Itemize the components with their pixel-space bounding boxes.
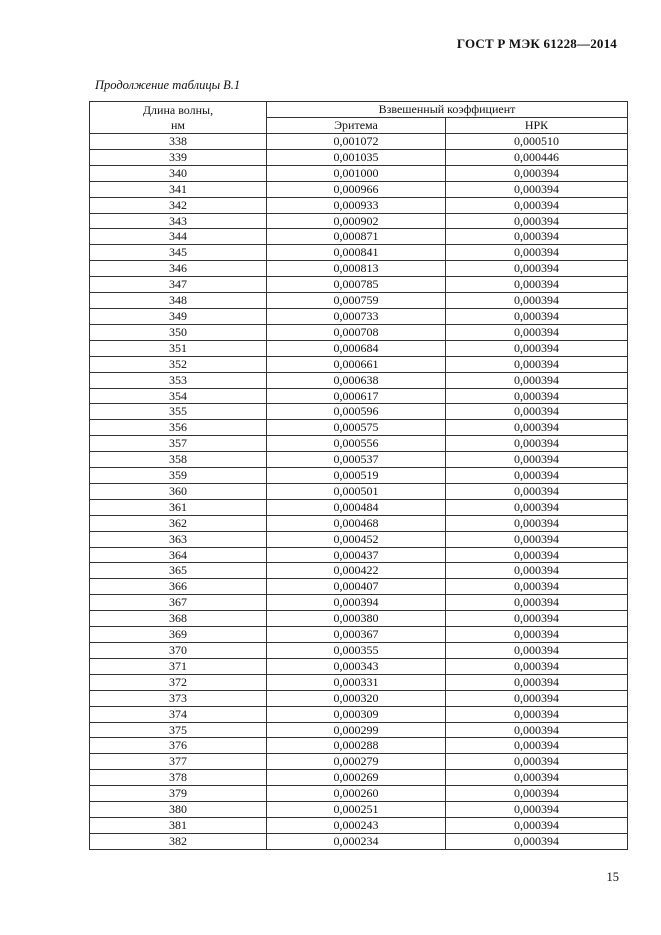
page-number: 15 bbox=[606, 870, 619, 884]
erythema-cell: 0,001000 bbox=[267, 165, 446, 181]
erythema-cell: 0,000243 bbox=[267, 817, 446, 833]
table-header bbox=[90, 102, 628, 134]
nrk-cell: 0,000394 bbox=[446, 658, 628, 674]
erythema-cell: 0,000452 bbox=[267, 531, 446, 547]
weighting-table-container bbox=[89, 101, 627, 850]
table-row bbox=[90, 627, 628, 643]
nrk-cell: 0,000394 bbox=[446, 786, 628, 802]
table-row bbox=[90, 293, 628, 309]
erythema-cell: 0,000484 bbox=[267, 499, 446, 515]
document-code: ГОСТ Р МЭК 61228—2014 bbox=[456, 36, 617, 51]
erythema-cell: 0,000841 bbox=[267, 245, 446, 261]
table-row bbox=[90, 738, 628, 754]
wavelength-cell: 352 bbox=[90, 356, 267, 372]
wavelength-cell: 349 bbox=[90, 308, 267, 324]
erythema-cell: 0,000638 bbox=[267, 372, 446, 388]
table-row bbox=[90, 786, 628, 802]
table-row bbox=[90, 388, 628, 404]
table-row bbox=[90, 420, 628, 436]
nrk-cell: 0,000394 bbox=[446, 817, 628, 833]
erythema-cell: 0,000785 bbox=[267, 277, 446, 293]
erythema-cell: 0,000251 bbox=[267, 802, 446, 818]
nrk-cell: 0,000394 bbox=[446, 245, 628, 261]
erythema-cell: 0,000380 bbox=[267, 611, 446, 627]
nrk-cell: 0,000394 bbox=[446, 197, 628, 213]
nrk-cell: 0,000510 bbox=[446, 134, 628, 150]
erythema-cell: 0,000519 bbox=[267, 468, 446, 484]
erythema-cell: 0,000708 bbox=[267, 324, 446, 340]
wavelength-cell: 355 bbox=[90, 404, 267, 420]
wavelength-cell: 365 bbox=[90, 563, 267, 579]
wavelength-cell: 380 bbox=[90, 802, 267, 818]
erythema-cell: 0,000501 bbox=[267, 483, 446, 499]
nrk-cell: 0,000446 bbox=[446, 149, 628, 165]
erythema-cell: 0,000871 bbox=[267, 229, 446, 245]
nrk-cell: 0,000394 bbox=[446, 452, 628, 468]
wavelength-cell: 358 bbox=[90, 452, 267, 468]
table-row bbox=[90, 595, 628, 611]
erythema-cell: 0,000575 bbox=[267, 420, 446, 436]
table-row bbox=[90, 245, 628, 261]
nrk-cell: 0,000394 bbox=[446, 579, 628, 595]
nrk-cell: 0,000394 bbox=[446, 261, 628, 277]
nrk-cell: 0,000394 bbox=[446, 499, 628, 515]
nrk-cell: 0,000394 bbox=[446, 754, 628, 770]
erythema-cell: 0,000299 bbox=[267, 722, 446, 738]
nrk-cell: 0,000394 bbox=[446, 531, 628, 547]
nrk-cell: 0,000394 bbox=[446, 802, 628, 818]
table-row bbox=[90, 531, 628, 547]
table-row bbox=[90, 658, 628, 674]
erythema-cell: 0,000468 bbox=[267, 515, 446, 531]
nrk-header: НРК bbox=[446, 118, 628, 134]
erythema-cell: 0,000288 bbox=[267, 738, 446, 754]
wavelength-cell: 346 bbox=[90, 261, 267, 277]
wavelength-cell: 342 bbox=[90, 197, 267, 213]
table-row bbox=[90, 643, 628, 659]
erythema-cell: 0,000933 bbox=[267, 197, 446, 213]
table-row bbox=[90, 706, 628, 722]
wavelength-cell: 340 bbox=[90, 165, 267, 181]
nrk-cell: 0,000394 bbox=[446, 627, 628, 643]
wavelength-cell: 348 bbox=[90, 293, 267, 309]
wavelength-cell: 381 bbox=[90, 817, 267, 833]
table-row bbox=[90, 674, 628, 690]
table-row bbox=[90, 340, 628, 356]
wavelength-cell: 373 bbox=[90, 690, 267, 706]
erythema-cell: 0,000684 bbox=[267, 340, 446, 356]
table-row bbox=[90, 754, 628, 770]
wavelength-cell: 368 bbox=[90, 611, 267, 627]
nrk-cell: 0,000394 bbox=[446, 308, 628, 324]
wavelength-cell: 341 bbox=[90, 181, 267, 197]
nrk-cell: 0,000394 bbox=[446, 643, 628, 659]
nrk-cell: 0,000394 bbox=[446, 690, 628, 706]
wavelength-cell: 379 bbox=[90, 786, 267, 802]
erythema-cell: 0,000966 bbox=[267, 181, 446, 197]
table-row bbox=[90, 324, 628, 340]
erythema-cell: 0,000759 bbox=[267, 293, 446, 309]
nrk-cell: 0,000394 bbox=[446, 738, 628, 754]
erythema-cell: 0,000260 bbox=[267, 786, 446, 802]
table-row bbox=[90, 690, 628, 706]
erythema-cell: 0,000596 bbox=[267, 404, 446, 420]
table-row bbox=[90, 452, 628, 468]
erythema-header: Эритема bbox=[267, 118, 446, 134]
nrk-cell: 0,000394 bbox=[446, 356, 628, 372]
nrk-cell: 0,000394 bbox=[446, 372, 628, 388]
nrk-cell: 0,000394 bbox=[446, 515, 628, 531]
erythema-cell: 0,000617 bbox=[267, 388, 446, 404]
wavelength-cell: 357 bbox=[90, 436, 267, 452]
wavelength-cell: 344 bbox=[90, 229, 267, 245]
nrk-cell: 0,000394 bbox=[446, 293, 628, 309]
table-caption: Продолжение таблицы В.1 bbox=[95, 78, 241, 92]
table-row bbox=[90, 547, 628, 563]
nrk-cell: 0,000394 bbox=[446, 611, 628, 627]
nrk-cell: 0,000394 bbox=[446, 468, 628, 484]
wavelength-cell: 370 bbox=[90, 643, 267, 659]
table-row bbox=[90, 483, 628, 499]
erythema-cell: 0,000367 bbox=[267, 627, 446, 643]
wavelength-cell: 382 bbox=[90, 833, 267, 849]
wavelength-cell: 353 bbox=[90, 372, 267, 388]
erythema-cell: 0,001035 bbox=[267, 149, 446, 165]
wavelength-cell: 376 bbox=[90, 738, 267, 754]
wavelength-cell: 374 bbox=[90, 706, 267, 722]
wavelength-cell: 360 bbox=[90, 483, 267, 499]
nrk-cell: 0,000394 bbox=[446, 229, 628, 245]
wavelength-cell: 375 bbox=[90, 722, 267, 738]
erythema-cell: 0,000309 bbox=[267, 706, 446, 722]
erythema-cell: 0,000813 bbox=[267, 261, 446, 277]
wavelength-cell: 362 bbox=[90, 515, 267, 531]
nrk-cell: 0,000394 bbox=[446, 277, 628, 293]
nrk-cell: 0,000394 bbox=[446, 181, 628, 197]
wavelength-cell: 366 bbox=[90, 579, 267, 595]
wavelength-cell: 354 bbox=[90, 388, 267, 404]
nrk-cell: 0,000394 bbox=[446, 595, 628, 611]
erythema-cell: 0,000422 bbox=[267, 563, 446, 579]
erythema-cell: 0,000661 bbox=[267, 356, 446, 372]
wavelength-cell: 351 bbox=[90, 340, 267, 356]
nrk-cell: 0,000394 bbox=[446, 340, 628, 356]
table-row bbox=[90, 436, 628, 452]
nrk-cell: 0,000394 bbox=[446, 420, 628, 436]
erythema-cell: 0,000902 bbox=[267, 213, 446, 229]
table-row bbox=[90, 611, 628, 627]
table-row bbox=[90, 722, 628, 738]
wavelength-cell: 347 bbox=[90, 277, 267, 293]
table-row bbox=[90, 499, 628, 515]
nrk-cell: 0,000394 bbox=[446, 563, 628, 579]
table-row bbox=[90, 372, 628, 388]
table-row bbox=[90, 563, 628, 579]
wavelength-cell: 345 bbox=[90, 245, 267, 261]
nrk-cell: 0,000394 bbox=[446, 706, 628, 722]
nrk-cell: 0,000394 bbox=[446, 833, 628, 849]
erythema-cell: 0,000407 bbox=[267, 579, 446, 595]
nrk-cell: 0,000394 bbox=[446, 483, 628, 499]
table-row bbox=[90, 515, 628, 531]
erythema-cell: 0,000537 bbox=[267, 452, 446, 468]
erythema-cell: 0,000331 bbox=[267, 674, 446, 690]
wavelength-cell: 367 bbox=[90, 595, 267, 611]
erythema-cell: 0,000733 bbox=[267, 308, 446, 324]
erythema-cell: 0,000320 bbox=[267, 690, 446, 706]
wavelength-cell: 359 bbox=[90, 468, 267, 484]
table-row bbox=[90, 404, 628, 420]
table-body bbox=[90, 134, 628, 850]
table-row bbox=[90, 770, 628, 786]
nrk-cell: 0,000394 bbox=[446, 674, 628, 690]
table-row bbox=[90, 213, 628, 229]
table-row bbox=[90, 149, 628, 165]
wavelength-cell: 372 bbox=[90, 674, 267, 690]
table-row bbox=[90, 356, 628, 372]
wavelength-cell: 371 bbox=[90, 658, 267, 674]
wavelength-cell: 361 bbox=[90, 499, 267, 515]
erythema-cell: 0,001072 bbox=[267, 134, 446, 150]
table-row bbox=[90, 802, 628, 818]
wavelength-header-line1: Длина волны, bbox=[142, 102, 214, 117]
table-row bbox=[90, 134, 628, 150]
nrk-cell: 0,000394 bbox=[446, 213, 628, 229]
wavelength-cell: 350 bbox=[90, 324, 267, 340]
erythema-cell: 0,000234 bbox=[267, 833, 446, 849]
erythema-cell: 0,000437 bbox=[267, 547, 446, 563]
wavelength-header-line2: нм bbox=[170, 117, 185, 132]
wavelength-cell: 369 bbox=[90, 627, 267, 643]
table-row bbox=[90, 261, 628, 277]
nrk-cell: 0,000394 bbox=[446, 388, 628, 404]
table-row bbox=[90, 197, 628, 213]
table-row bbox=[90, 229, 628, 245]
weighted-coefficient-header: Взвешенный коэффициент bbox=[267, 102, 628, 118]
wavelength-cell: 363 bbox=[90, 531, 267, 547]
table-row bbox=[90, 817, 628, 833]
wavelength-cell: 339 bbox=[90, 149, 267, 165]
wavelength-cell: 377 bbox=[90, 754, 267, 770]
nrk-cell: 0,000394 bbox=[446, 722, 628, 738]
table-row bbox=[90, 308, 628, 324]
nrk-cell: 0,000394 bbox=[446, 547, 628, 563]
nrk-cell: 0,000394 bbox=[446, 165, 628, 181]
wavelength-header bbox=[90, 102, 267, 134]
nrk-cell: 0,000394 bbox=[446, 770, 628, 786]
table-row bbox=[90, 468, 628, 484]
erythema-cell: 0,000343 bbox=[267, 658, 446, 674]
nrk-cell: 0,000394 bbox=[446, 404, 628, 420]
table-row bbox=[90, 165, 628, 181]
wavelength-cell: 356 bbox=[90, 420, 267, 436]
nrk-cell: 0,000394 bbox=[446, 436, 628, 452]
table-row bbox=[90, 833, 628, 849]
wavelength-cell: 364 bbox=[90, 547, 267, 563]
erythema-cell: 0,000279 bbox=[267, 754, 446, 770]
erythema-cell: 0,000355 bbox=[267, 643, 446, 659]
wavelength-cell: 378 bbox=[90, 770, 267, 786]
erythema-cell: 0,000556 bbox=[267, 436, 446, 452]
nrk-cell: 0,000394 bbox=[446, 324, 628, 340]
table-row bbox=[90, 181, 628, 197]
wavelength-cell: 338 bbox=[90, 134, 267, 150]
table-row bbox=[90, 579, 628, 595]
erythema-cell: 0,000269 bbox=[267, 770, 446, 786]
erythema-cell: 0,000394 bbox=[267, 595, 446, 611]
wavelength-cell: 343 bbox=[90, 213, 267, 229]
table-row bbox=[90, 277, 628, 293]
weighting-table bbox=[89, 101, 628, 850]
